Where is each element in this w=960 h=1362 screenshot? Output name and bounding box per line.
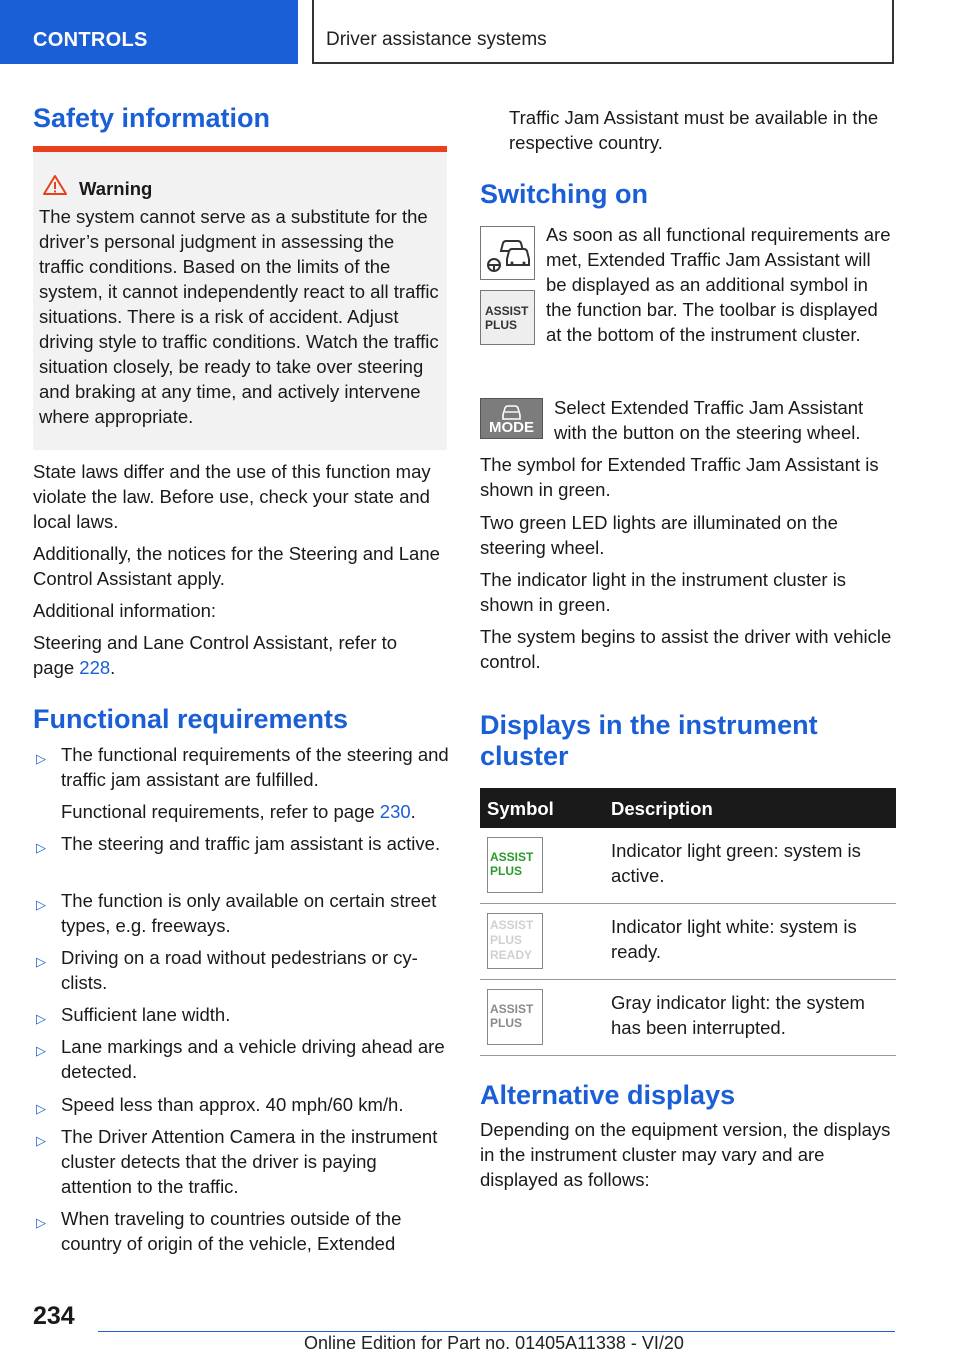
list-item-text: Sufficient lane width. bbox=[61, 1004, 231, 1025]
safety-para-1: State laws differ and the use of this function may violate the law. Before use, check your state and local laws. bbox=[33, 461, 431, 532]
triangle-bullet-icon: ▷ bbox=[36, 954, 46, 969]
requirements-list bbox=[33, 742, 449, 1262]
page-link-230[interactable]: 230 bbox=[379, 801, 411, 822]
table-row bbox=[480, 828, 896, 904]
displays-heading bbox=[480, 710, 818, 772]
list-item-sub-text bbox=[61, 799, 449, 824]
alternative-heading: Alternative displays bbox=[480, 1080, 736, 1110]
switching-para-1: The symbol for Extended Traffic Jam Assistant is shown in green. bbox=[480, 454, 879, 500]
symbol-label: ASSIST bbox=[490, 850, 534, 864]
ref-text: Steering and Lane Control Assistant, refer to page bbox=[33, 632, 398, 678]
triangle-bullet-icon: ▷ bbox=[36, 1011, 46, 1026]
warning-text: The system cannot serve as a substitute for the driver’s personal judgment in assessing the traffic conditions. Based on the limits of the system, it cannot independently react to all traffic situations. There is a risk of accident. Adjust driving style to traffic conditions. Watch the traffic situation closely, be ready to take over steering and braking at any time, and actively intervene where appropriate. bbox=[39, 206, 439, 427]
triangle-bullet-icon: ▷ bbox=[36, 1215, 46, 1230]
displays-heading-line-2: cluster bbox=[480, 741, 569, 771]
row-description: Indicator light white: system is ready. bbox=[611, 916, 857, 962]
triangle-bullet-icon: ▷ bbox=[36, 897, 46, 912]
list-item-text: Driving on a road without pedestrians or cyclists. bbox=[61, 947, 418, 993]
assist-plus-ready-white-icon bbox=[487, 913, 543, 969]
alternative-text: Depending on the equipment version, the displays in the instrument cluster may vary and are displayed as follows: bbox=[480, 1119, 891, 1190]
section-title: CONTROLS bbox=[33, 29, 148, 51]
chapter-tab bbox=[312, 0, 894, 64]
triangle-bullet-icon: ▷ bbox=[36, 751, 46, 766]
assist-plus-icon bbox=[480, 290, 535, 345]
switching-text-2: Select Extended Traffic Jam Assistant with the button on the steering wheel. bbox=[554, 397, 864, 443]
ref-period: . bbox=[110, 657, 116, 678]
footer-divider bbox=[98, 1331, 895, 1332]
assist-plus-green-icon bbox=[487, 837, 543, 893]
symbol-label: PLUS bbox=[490, 1016, 523, 1030]
switching-para-3: The indicator light in the instrument cluster is shown in green. bbox=[480, 569, 847, 615]
table-row bbox=[480, 980, 896, 1056]
mode-button-icon bbox=[480, 398, 543, 439]
assist-label: ASSIST bbox=[485, 304, 529, 318]
switching-text-1: As soon as all functional requirements are met, Extended Traffic Jam Assistant will be displayed as an additional symbol in the function bar. The toolbar is displayed at the bottom of the instrument cluster. bbox=[546, 224, 891, 345]
plus-label: PLUS bbox=[485, 318, 518, 332]
triangle-bullet-icon: ▷ bbox=[36, 1101, 46, 1116]
symbol-label: READY bbox=[490, 948, 533, 962]
functional-heading: Functional requirements bbox=[33, 704, 349, 734]
safety-para-2: Additionally, the notices for the Steering and Lane Control Assistant apply. bbox=[33, 543, 440, 589]
list-item-text: When traveling to countries outside of the country of origin of the vehicle, Extended bbox=[61, 1208, 402, 1254]
symbol-label: PLUS bbox=[490, 864, 523, 878]
safety-para-4 bbox=[33, 630, 433, 680]
triangle-bullet-icon: ▷ bbox=[36, 1043, 46, 1058]
list-item-text: The functional requirements of the steering and traffic jam assistant are fulfilled. bbox=[61, 744, 449, 790]
page-link-228[interactable]: 228 bbox=[79, 657, 111, 678]
safety-para-3: Additional information: bbox=[33, 600, 217, 621]
triangle-bullet-icon: ▷ bbox=[36, 840, 46, 855]
header-symbol: Symbol bbox=[487, 798, 554, 819]
list-item-text: The function is only available on certain street types, e.g. freeways. bbox=[61, 890, 437, 936]
steering-assist-icon bbox=[480, 226, 535, 280]
section-tab bbox=[0, 0, 298, 64]
symbol-label: PLUS bbox=[490, 933, 523, 947]
assist-plus-gray-icon bbox=[487, 989, 543, 1045]
chapter-title: Driver assistance systems bbox=[326, 29, 547, 50]
switching-para-2: Two green LED lights are illuminated on the steering wheel. bbox=[480, 512, 838, 558]
table-row bbox=[480, 904, 896, 980]
displays-heading-line-1: Displays in the instrument bbox=[480, 710, 818, 740]
ref-period: . bbox=[410, 801, 416, 822]
symbol-label: ASSIST bbox=[490, 918, 534, 932]
mode-label: MODE bbox=[489, 419, 534, 436]
row-description: Indicator light green: system is active. bbox=[611, 840, 861, 886]
page-number: 234 bbox=[33, 1302, 75, 1330]
warning-box bbox=[33, 146, 447, 450]
warning-title: Warning bbox=[79, 178, 153, 199]
triangle-bullet-icon: ▷ bbox=[36, 1133, 46, 1148]
list-item-text: Speed less than approx. 40 mph/60 km/h. bbox=[61, 1094, 404, 1115]
safety-heading: Safety information bbox=[33, 103, 271, 133]
list-item-text: The steering and traffic jam assistant is active. bbox=[61, 833, 441, 854]
row-description: Gray indicator light: the system has been interrupted. bbox=[611, 992, 865, 1038]
continued-text: Traffic Jam Assistant must be available in the respective country. bbox=[509, 107, 879, 153]
switching-para-4: The system begins to assist the driver with vehicle control. bbox=[480, 626, 892, 672]
list-item-text: Lane markings and a vehicle driving ahead are detected. bbox=[61, 1036, 445, 1082]
symbol-label: ASSIST bbox=[490, 1002, 534, 1016]
switching-heading: Switching on bbox=[480, 179, 648, 209]
ref-text: Functional requirements, refer to page bbox=[61, 801, 380, 822]
edition-text: Online Edition for Part no. 01405A11338 - VI/20 bbox=[304, 1333, 684, 1353]
list-item-text: The Driver Attention Camera in the instrument cluster detects that the driver is paying attention to the traffic. bbox=[61, 1126, 438, 1197]
table-header bbox=[480, 788, 896, 828]
header-description: Description bbox=[611, 798, 713, 819]
warning-triangle-icon bbox=[42, 174, 68, 196]
symbol-table bbox=[480, 788, 896, 1056]
